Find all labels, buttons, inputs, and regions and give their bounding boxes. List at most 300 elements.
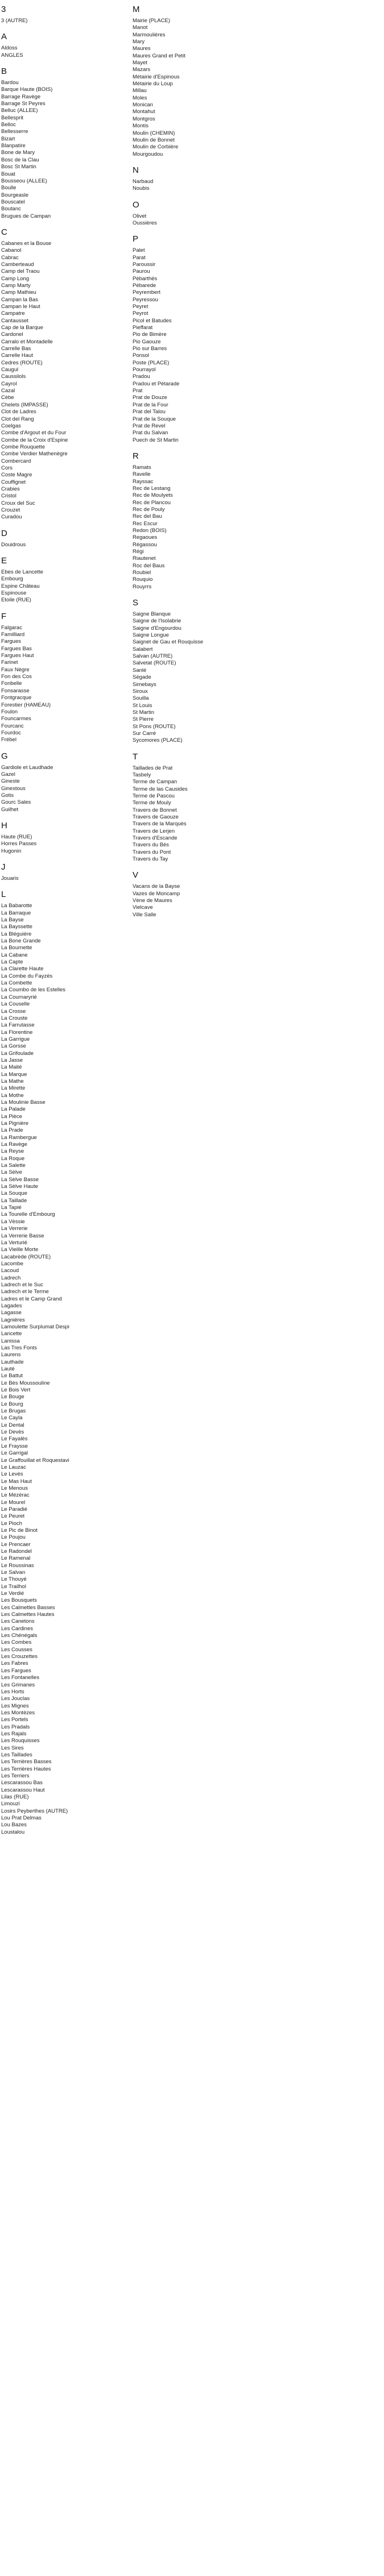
street-link[interactable]: Le Roussinas [1, 1562, 34, 1569]
street-link[interactable]: Caussilols [1, 373, 26, 380]
street-link[interactable]: Foulon [1, 708, 18, 715]
street-link[interactable]: La Gorsse [1, 1043, 26, 1050]
street-link[interactable]: La Crouste [1, 1015, 28, 1021]
street-link[interactable]: Cazal [1, 388, 15, 394]
street-link[interactable]: Roubiel [133, 570, 151, 576]
street-link[interactable]: Monican [133, 102, 153, 109]
street-link[interactable]: Les Montèzes [1, 1709, 35, 1716]
street-link[interactable]: Travers de la Marquès [133, 821, 187, 828]
street-link[interactable]: Les Chénégals [1, 1632, 38, 1639]
street-link[interactable]: Las Tres Fonts [1, 1345, 37, 1351]
street-link[interactable]: ANGLES [1, 52, 23, 59]
street-link[interactable]: La Tapié [1, 1204, 22, 1211]
street-link[interactable]: Salvetat (ROUTE) [133, 660, 176, 667]
street-link[interactable]: Paroussir [133, 261, 156, 268]
street-link[interactable]: Gardiole et Laudhade [1, 764, 53, 771]
street-link[interactable]: La Prade [1, 1127, 23, 1134]
street-link[interactable]: La Sèlve Basse [1, 1176, 39, 1183]
street-link[interactable]: Narbaud [133, 178, 154, 185]
street-link[interactable]: Le Bois Vert [1, 1387, 31, 1394]
street-link[interactable]: Les Terriers [1, 1772, 30, 1779]
street-link[interactable]: Bourgeasle [1, 192, 29, 198]
street-link[interactable]: Coste Magre [1, 472, 32, 479]
street-link[interactable]: La Mathe [1, 1078, 24, 1085]
street-link[interactable]: La Bournette [1, 945, 32, 952]
street-link[interactable]: Camp Long [1, 275, 30, 282]
street-link[interactable]: Travers de Gaouze [133, 814, 179, 820]
street-link[interactable]: Les Portels [1, 1717, 28, 1723]
street-link[interactable]: Saigne de l'Isolabrie [133, 618, 181, 625]
street-link[interactable]: Aldoss [1, 45, 18, 52]
street-link[interactable]: Bousseou (ALLEE) [1, 177, 47, 184]
street-link[interactable]: Le Brugas [1, 1408, 26, 1415]
street-link[interactable]: Mayet [133, 60, 147, 67]
street-link[interactable]: Hugonin [1, 847, 22, 854]
street-link[interactable]: Rayssac [133, 478, 154, 485]
street-link[interactable]: Le Mézérac [1, 1492, 30, 1499]
street-link[interactable]: La Verturié [1, 1239, 27, 1246]
street-link[interactable]: La Capte [1, 959, 23, 966]
street-link[interactable]: Les Fabres [1, 1660, 28, 1667]
street-link[interactable]: Rec del Bau [133, 513, 162, 520]
street-link[interactable]: Cantausset [1, 317, 29, 324]
street-link[interactable]: Barrage Ravège [1, 93, 41, 100]
street-link[interactable]: Rouyrrs [133, 583, 152, 590]
street-link[interactable]: Les Taillades [1, 1751, 32, 1758]
street-link[interactable]: Chelets (IMPASSE) [1, 401, 48, 408]
street-link[interactable]: La Babarotte [1, 903, 32, 909]
street-link[interactable]: Ladres et le Camp Grand [1, 1295, 62, 1302]
street-link[interactable]: Simebays [133, 681, 156, 688]
street-link[interactable]: La Maité [1, 1064, 22, 1071]
street-link[interactable]: Espinouse [1, 590, 27, 597]
street-link[interactable]: Maures Grand et Petit [133, 52, 185, 59]
street-link[interactable]: Ladrech et le Suc [1, 1281, 43, 1288]
street-link[interactable]: Métairie du Loup [133, 81, 173, 88]
street-link[interactable]: Fargues Bas [1, 645, 32, 652]
street-link[interactable]: Olivet [133, 213, 147, 219]
street-link[interactable]: Les Pradals [1, 1723, 30, 1730]
street-link[interactable]: Le Battut [1, 1373, 23, 1380]
street-link[interactable]: Etoile (RUE) [1, 597, 31, 604]
street-link[interactable]: Clot de Ladres [1, 409, 36, 416]
street-link[interactable]: Ponsol [133, 352, 150, 359]
street-link[interactable]: Le Fraysse [1, 1443, 28, 1449]
street-link[interactable]: Bizart [1, 135, 15, 142]
street-link[interactable]: Le Thouyé [1, 1576, 27, 1583]
street-link[interactable]: Taillades de Prat [133, 765, 173, 771]
street-link[interactable]: Prat [133, 388, 143, 394]
street-link[interactable]: Le Peuret [1, 1513, 25, 1520]
street-link[interactable]: Coelgas [1, 422, 21, 429]
street-link[interactable]: Pourrayol [133, 367, 156, 373]
street-link[interactable]: Cayrol [1, 380, 17, 387]
street-link[interactable]: Pio sur Barres [133, 346, 167, 352]
street-link[interactable]: Frébel [1, 737, 16, 743]
street-link[interactable]: La Sèlve [1, 1169, 22, 1176]
street-link[interactable]: Espine Château [1, 583, 40, 589]
street-link[interactable]: Moles [133, 94, 147, 101]
street-link[interactable]: Combe de la Croix d'Espine [1, 437, 68, 443]
street-link[interactable]: Haute (RUE) [1, 833, 32, 840]
street-link[interactable]: Blanpatire [1, 143, 26, 149]
street-link[interactable]: Mourgoudou [133, 151, 163, 157]
street-link[interactable]: Le Prencaer [1, 1541, 31, 1548]
street-link[interactable]: Fourdoc [1, 729, 21, 736]
street-link[interactable]: Les Mignes [1, 1702, 29, 1709]
street-link[interactable]: Cabanes et la Bouse [1, 240, 52, 247]
street-link[interactable]: Ginestous [1, 785, 26, 792]
street-link[interactable]: Cedres (ROUTE) [1, 359, 43, 366]
street-link[interactable]: Travers de Bonnet [133, 807, 177, 813]
street-link[interactable]: Caugul [1, 367, 19, 373]
street-link[interactable]: Ville Salle [133, 911, 156, 918]
street-link[interactable]: Ségade [133, 674, 151, 681]
street-link[interactable]: Fargues [1, 638, 21, 645]
street-link[interactable]: La Taillade [1, 1197, 27, 1204]
street-link[interactable]: Rec Escur [133, 520, 158, 527]
street-link[interactable]: Le Lauzac [1, 1464, 26, 1470]
street-link[interactable]: Ebes de Lancette [1, 569, 43, 575]
street-link[interactable]: Camberteaud [1, 261, 34, 268]
street-link[interactable]: La Marque [1, 1071, 27, 1078]
street-link[interactable]: Pio Gaouze [133, 338, 161, 345]
street-link[interactable]: Les Cousses [1, 1646, 32, 1653]
street-link[interactable]: Farinet [1, 659, 18, 666]
street-link[interactable]: Prat du Salvan [133, 430, 168, 437]
street-link[interactable]: Prat de la Four [133, 401, 168, 408]
street-link[interactable]: Bardou [1, 80, 19, 86]
street-link[interactable]: Le Salvan [1, 1569, 26, 1576]
street-link[interactable]: Le Mourel [1, 1499, 26, 1506]
street-link[interactable]: Bosc de la Clau [1, 156, 39, 163]
street-link[interactable]: La Pignière [1, 1120, 29, 1127]
street-link[interactable]: Falgarac [1, 624, 22, 631]
street-link[interactable]: Sycomores (PLACE) [133, 737, 183, 744]
street-link[interactable]: Prat de la Souque [133, 416, 176, 422]
street-link[interactable]: Travers du Bès [133, 842, 170, 849]
street-link[interactable]: Camp Mathieu [1, 289, 36, 296]
street-link[interactable]: Les Fontanelles [1, 1675, 40, 1681]
street-link[interactable]: Vazes de Moncamp [133, 890, 180, 897]
street-link[interactable]: Peyressou [133, 296, 158, 303]
street-link[interactable]: La Ravège [1, 1141, 27, 1148]
street-link[interactable]: Roc del Baus [133, 562, 165, 569]
street-link[interactable]: Le Garrigal [1, 1450, 28, 1457]
street-link[interactable]: La Mothe [1, 1092, 24, 1099]
street-link[interactable]: Vacans de la Bayse [133, 883, 180, 890]
street-link[interactable]: Cèbe [1, 394, 14, 401]
street-link[interactable]: Le Bès Moussouline [1, 1380, 50, 1386]
street-link[interactable]: Travers du Tay [133, 856, 168, 863]
street-link[interactable]: Embourg [1, 576, 23, 583]
street-link[interactable]: Couffignet [1, 479, 26, 485]
street-link[interactable]: Fourcanc [1, 722, 24, 729]
street-link[interactable]: Combe Verdier Mathenègre [1, 451, 68, 458]
street-link[interactable]: La Clarette Haute [1, 966, 44, 973]
street-link[interactable]: Bosc St Martin [1, 164, 36, 171]
street-link[interactable]: Le Mas Haut [1, 1478, 32, 1485]
street-link[interactable]: Lacoud [1, 1268, 19, 1274]
street-link[interactable]: Carrelle Bas [1, 346, 31, 352]
street-link[interactable]: Mary [133, 39, 145, 45]
street-link[interactable]: Campatre [1, 310, 25, 317]
street-link[interactable]: Lagades [1, 1302, 22, 1309]
street-link[interactable]: Combe Rouquette [1, 443, 46, 450]
street-link[interactable]: Le Paradié [1, 1506, 27, 1513]
street-link[interactable]: La Tourelle d'Embourg [1, 1211, 55, 1218]
street-link[interactable]: Lescarassou Haut [1, 1786, 45, 1793]
street-link[interactable]: Lauthade [1, 1358, 24, 1365]
street-link[interactable]: Douidrous [1, 541, 26, 548]
street-link[interactable]: Rec de Plancou [133, 499, 171, 506]
street-link[interactable]: Mazars [133, 67, 151, 73]
street-link[interactable]: Le Verdié [1, 1590, 24, 1597]
street-link[interactable]: Guilhet [1, 806, 19, 813]
street-link[interactable]: Le Bouge [1, 1394, 24, 1401]
street-link[interactable]: Le Ramenal [1, 1555, 31, 1562]
street-link[interactable]: Moulin de Corbière [133, 144, 179, 151]
street-link[interactable]: Ramats [133, 464, 151, 471]
street-link[interactable]: La Mirette [1, 1085, 26, 1092]
street-link[interactable]: Clot del Rang [1, 416, 34, 422]
street-link[interactable]: Les Canetons [1, 1618, 35, 1625]
street-link[interactable]: Les Terrières Basses [1, 1759, 52, 1765]
street-link[interactable]: La Verrerie [1, 1225, 28, 1232]
street-link[interactable]: La Vèssie [1, 1218, 25, 1225]
street-link[interactable]: Cors [1, 464, 13, 471]
street-link[interactable]: La Combe du Fayzès [1, 973, 53, 979]
street-link[interactable]: Maures [133, 45, 151, 52]
street-link[interactable]: La Couselle [1, 1001, 30, 1008]
street-link[interactable]: La Bone Grande [1, 938, 41, 945]
street-link[interactable]: Barrage St Peyres [1, 101, 46, 107]
street-link[interactable]: Terme de Mouly [133, 800, 171, 807]
street-link[interactable]: Moulin de Bonnet [133, 136, 175, 143]
street-link[interactable]: St Pons (ROUTE) [133, 723, 176, 730]
street-link[interactable]: Lacabrède (ROUTE) [1, 1253, 51, 1260]
street-link[interactable]: Prat del Talou [133, 409, 166, 416]
street-link[interactable]: Rec de Pouly [133, 506, 165, 513]
street-link[interactable]: Gotis [1, 792, 14, 799]
street-link[interactable]: Les Calmettes Hautes [1, 1611, 55, 1618]
street-link[interactable]: Le Trailhol [1, 1583, 26, 1590]
street-link[interactable]: St Louis [133, 702, 152, 709]
street-link[interactable]: La Bayse [1, 917, 24, 924]
street-link[interactable]: Bellesserre [1, 128, 28, 135]
street-link[interactable]: Salvan (AUTRE) [133, 653, 173, 660]
street-link[interactable]: Saigne Longue [133, 632, 169, 639]
street-link[interactable]: Les Rajals [1, 1730, 27, 1737]
street-link[interactable]: Lagasse [1, 1310, 22, 1316]
street-link[interactable]: Régassou [133, 541, 157, 548]
street-link[interactable]: Les Jouclas [1, 1696, 30, 1702]
street-link[interactable]: La Moulinie Basse [1, 1099, 46, 1106]
street-link[interactable]: Le Graffouillat et Roquestavi [1, 1457, 69, 1464]
street-link[interactable]: Fonbelle [1, 680, 22, 687]
street-link[interactable]: Les Cardines [1, 1625, 33, 1632]
street-link[interactable]: Souilla [133, 695, 149, 702]
street-link[interactable]: Campan la Bas [1, 296, 38, 303]
street-link[interactable]: Cap de la Barque [1, 325, 43, 331]
street-link[interactable]: Gineste [1, 778, 20, 785]
street-link[interactable]: Curadou [1, 514, 22, 521]
street-link[interactable]: Jouaris [1, 875, 19, 882]
street-link[interactable]: La Pièce [1, 1113, 22, 1120]
street-link[interactable]: Laurens [1, 1352, 21, 1358]
street-link[interactable]: Les Terrières Hautes [1, 1765, 51, 1772]
street-link[interactable]: Pèbarthès [133, 275, 158, 282]
street-link[interactable]: Riautenet [133, 555, 156, 562]
street-link[interactable]: Poste (PLACE) [133, 359, 170, 366]
street-link[interactable]: La Florentine [1, 1029, 33, 1036]
street-link[interactable]: Lancette [1, 1331, 22, 1337]
street-link[interactable]: 3 (AUTRE) [1, 18, 28, 24]
street-link[interactable]: Forestier (HAMEAU) [1, 701, 51, 708]
street-link[interactable]: Boulle [1, 185, 16, 192]
street-link[interactable]: Tasbely [133, 771, 151, 778]
street-link[interactable]: Les Bousquets [1, 1597, 37, 1604]
street-link[interactable]: Prat de Revel [133, 422, 166, 429]
street-link[interactable]: Sur Carré [133, 730, 156, 737]
street-link[interactable]: Barque Haute (BOIS) [1, 86, 53, 93]
street-link[interactable]: Puech de St Martin [133, 437, 179, 443]
street-link[interactable]: Fargues Haut [1, 653, 34, 659]
street-link[interactable]: Pradou [133, 373, 150, 380]
street-link[interactable]: Parat [133, 254, 146, 261]
street-link[interactable]: Travers de Lerjen [133, 828, 175, 834]
street-link[interactable]: Les Fargues [1, 1667, 31, 1674]
street-link[interactable]: Saigne Blanque [133, 611, 171, 618]
street-link[interactable]: Saigne d'Engourdou [133, 625, 181, 631]
street-link[interactable]: Fonsarasse [1, 687, 30, 694]
street-link[interactable]: Ladrech [1, 1274, 21, 1281]
street-link[interactable]: La Garrigue [1, 1036, 30, 1042]
street-link[interactable]: Lauté [1, 1366, 15, 1373]
street-link[interactable]: Loustalou [1, 1829, 25, 1835]
street-link[interactable]: Founcarmes [1, 716, 31, 722]
street-link[interactable]: Les Grimanes [1, 1681, 35, 1688]
street-link[interactable]: Terme de Pascou [133, 792, 175, 799]
street-link[interactable]: Carrelle Haut [1, 352, 33, 359]
street-link[interactable]: Le Pic de Binot [1, 1527, 38, 1534]
street-link[interactable]: Crouzet [1, 506, 20, 513]
street-link[interactable]: La Jasse [1, 1057, 23, 1063]
street-link[interactable]: Mairie (PLACE) [133, 18, 170, 24]
street-link[interactable]: Limouzi [1, 1801, 20, 1808]
street-link[interactable]: La Souque [1, 1190, 27, 1197]
street-link[interactable]: Brugues de Campan [1, 213, 51, 219]
street-link[interactable]: La Crosse [1, 1008, 26, 1015]
street-link[interactable]: Lanissa [1, 1337, 20, 1344]
street-link[interactable]: Vène de Maures [133, 898, 172, 904]
street-link[interactable]: La Farrutasse [1, 1022, 35, 1029]
street-link[interactable]: Cabrac [1, 254, 19, 261]
street-link[interactable]: Regaoues [133, 534, 158, 541]
street-link[interactable]: Combercard [1, 458, 31, 464]
street-link[interactable]: Bouscatel [1, 198, 25, 205]
street-link[interactable]: Marmoulières [133, 31, 166, 38]
street-link[interactable]: Les Calmettes Basses [1, 1604, 55, 1611]
street-link[interactable]: Peyrembert [133, 289, 161, 296]
street-link[interactable]: Fon des Cos [1, 674, 32, 680]
street-link[interactable]: Le Menous [1, 1485, 28, 1491]
street-link[interactable]: Le Pioch [1, 1520, 22, 1527]
street-link[interactable]: Sanlé [133, 667, 147, 674]
street-link[interactable]: Campan le Haut [1, 304, 40, 310]
street-link[interactable]: Lescarassou Bas [1, 1780, 43, 1786]
street-link[interactable]: Lou Bazes [1, 1822, 27, 1829]
street-link[interactable]: Familliard [1, 631, 25, 638]
street-link[interactable]: Le Poujou [1, 1534, 26, 1541]
street-link[interactable]: Cabanol [1, 247, 22, 254]
street-link[interactable]: Gazel [1, 771, 15, 778]
street-link[interactable]: Ladrech et le Terme [1, 1289, 49, 1295]
street-link[interactable]: La Cournaryrié [1, 994, 37, 1000]
street-link[interactable]: La Reyse [1, 1148, 24, 1155]
street-link[interactable]: Pieffarat [133, 325, 153, 331]
street-link[interactable]: Bone de Mary [1, 149, 35, 156]
street-link[interactable]: Belloc [1, 122, 16, 128]
street-link[interactable]: Le Radondel [1, 1548, 32, 1555]
street-link[interactable]: Lacombe [1, 1260, 24, 1267]
street-link[interactable]: Terme de Campan [133, 779, 177, 786]
street-link[interactable]: Pio de Bimère [133, 331, 167, 338]
street-link[interactable]: Belluc (ALLEE) [1, 107, 38, 114]
street-link[interactable]: Oussières [133, 219, 157, 226]
street-link[interactable]: Le Levès [1, 1471, 23, 1478]
street-link[interactable]: Pébarede [133, 282, 156, 289]
street-link[interactable]: La Coumbo de les Estelles [1, 987, 66, 994]
street-link[interactable]: Bellesprit [1, 114, 24, 121]
street-link[interactable]: Travers du Pont [133, 849, 171, 855]
street-link[interactable]: Fontgracque [1, 695, 32, 701]
street-link[interactable]: Travers d'Escande [133, 835, 177, 842]
street-link[interactable]: La Palade [1, 1106, 26, 1113]
street-link[interactable]: Rec de Moulyets [133, 492, 173, 499]
street-link[interactable]: La Combette [1, 980, 32, 987]
street-link[interactable]: Rouquio [133, 576, 153, 583]
street-link[interactable]: Montgros [133, 115, 155, 122]
street-link[interactable]: Peyret [133, 304, 148, 310]
street-link[interactable]: Siroux [133, 688, 148, 695]
street-link[interactable]: Faux Nègre [1, 666, 30, 673]
street-link[interactable]: La Roque [1, 1155, 25, 1162]
street-link[interactable]: Peyrot [133, 310, 148, 317]
street-link[interactable]: Prat de Douze [133, 394, 167, 401]
street-link[interactable]: Horres Passes [1, 841, 37, 847]
street-link[interactable]: Le Fayalès [1, 1436, 28, 1443]
street-link[interactable]: La Bayssette [1, 924, 32, 930]
street-link[interactable]: Les Crouzettes [1, 1653, 38, 1660]
street-link[interactable]: La Vieille Morte [1, 1247, 39, 1253]
street-link[interactable]: Cristol [1, 493, 16, 500]
street-link[interactable]: Vielcave [133, 904, 153, 911]
street-link[interactable]: La Rambergue [1, 1134, 37, 1141]
street-link[interactable]: Régi [133, 549, 144, 555]
street-link[interactable]: Camp Marty [1, 282, 31, 289]
street-link[interactable]: Crabies [1, 485, 20, 492]
street-link[interactable]: Les Rouquisses [1, 1738, 40, 1744]
street-link[interactable]: La Salette [1, 1162, 26, 1169]
street-link[interactable]: St Martin [133, 709, 155, 716]
street-link[interactable]: La Barraque [1, 909, 31, 916]
street-link[interactable]: Manot [133, 24, 148, 31]
street-link[interactable]: Losirs Peyberthes (AUTRE) [1, 1808, 68, 1814]
street-link[interactable]: Moulin (CHEMIN) [133, 130, 175, 136]
street-link[interactable]: Redon (BOIS) [133, 527, 167, 534]
street-link[interactable]: Pradou et Pétarade [133, 380, 180, 387]
